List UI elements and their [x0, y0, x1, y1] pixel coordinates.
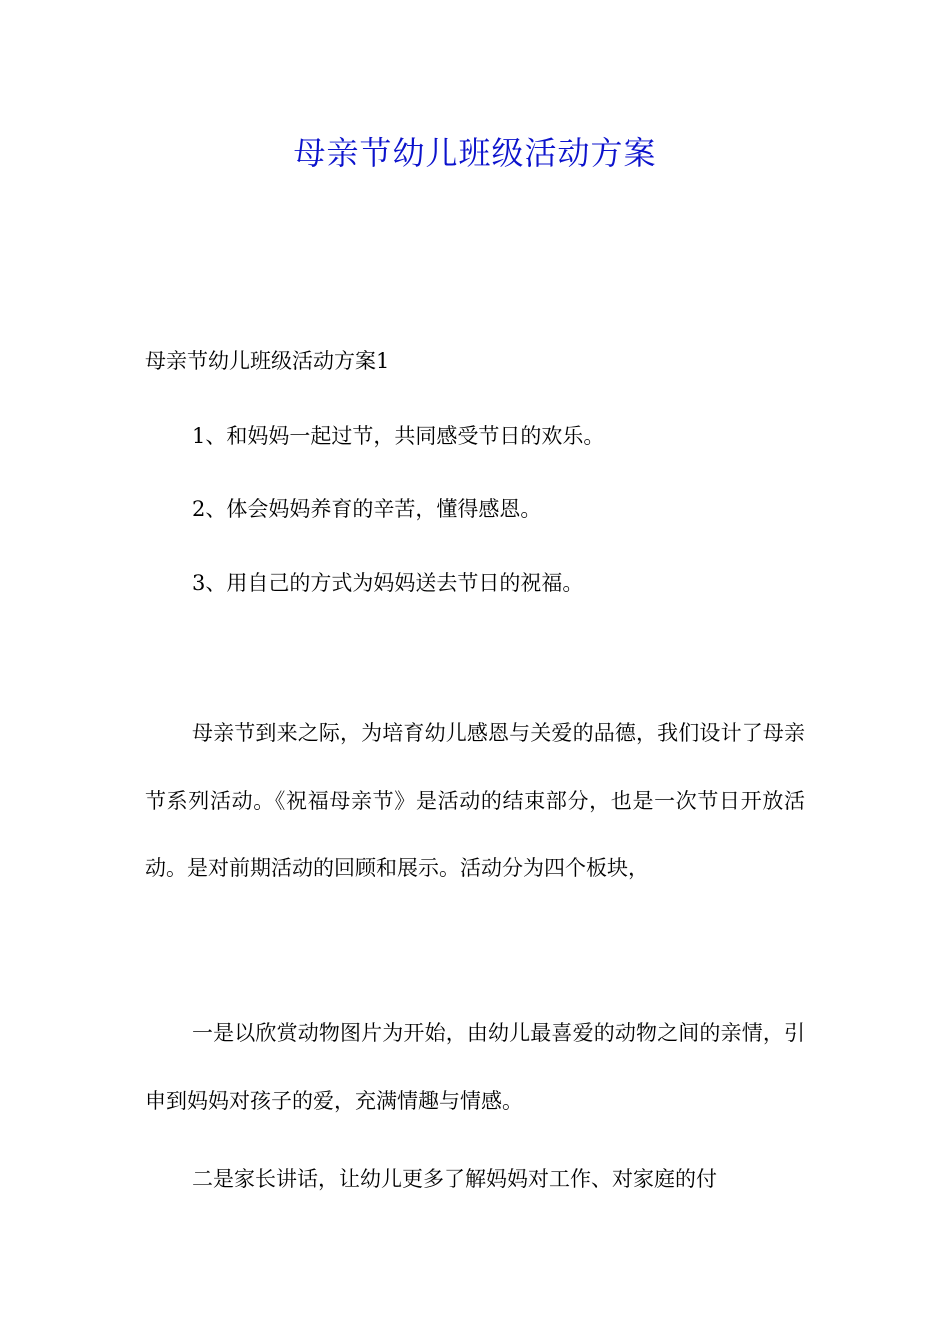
section-heading: 母亲节幼儿班级活动方案1: [145, 349, 390, 373]
document-title: 母亲节幼儿班级活动方案: [293, 134, 657, 172]
goal-item-3: 3、用自己的方式为妈妈送去节日的祝福。: [192, 571, 584, 595]
goal-item-2: 2、体会妈妈养育的辛苦，懂得感恩。: [192, 497, 542, 521]
body-paragraph-part-one: 一是以欣赏动物图片为开始，由幼儿最喜爱的动物之间的亲情，引申到妈妈对孩子的爱，充满情趣与情感。: [145, 1021, 805, 1113]
goal-item-1: 1、和妈妈一起过节，共同感受节日的欢乐。: [192, 424, 605, 448]
body-paragraph-intro: 母亲节到来之际，为培育幼儿感恩与关爱的品德，我们设计了母亲节系列活动。《祝福母亲节》是活动的结束部分，也是一次节日开放活动。是对前期活动的回顾和展示。活动分为四个板块，: [145, 721, 805, 880]
body-paragraph-part-two: 二是家长讲话，让幼儿更多了解妈妈对工作、对家庭的付: [192, 1167, 717, 1191]
